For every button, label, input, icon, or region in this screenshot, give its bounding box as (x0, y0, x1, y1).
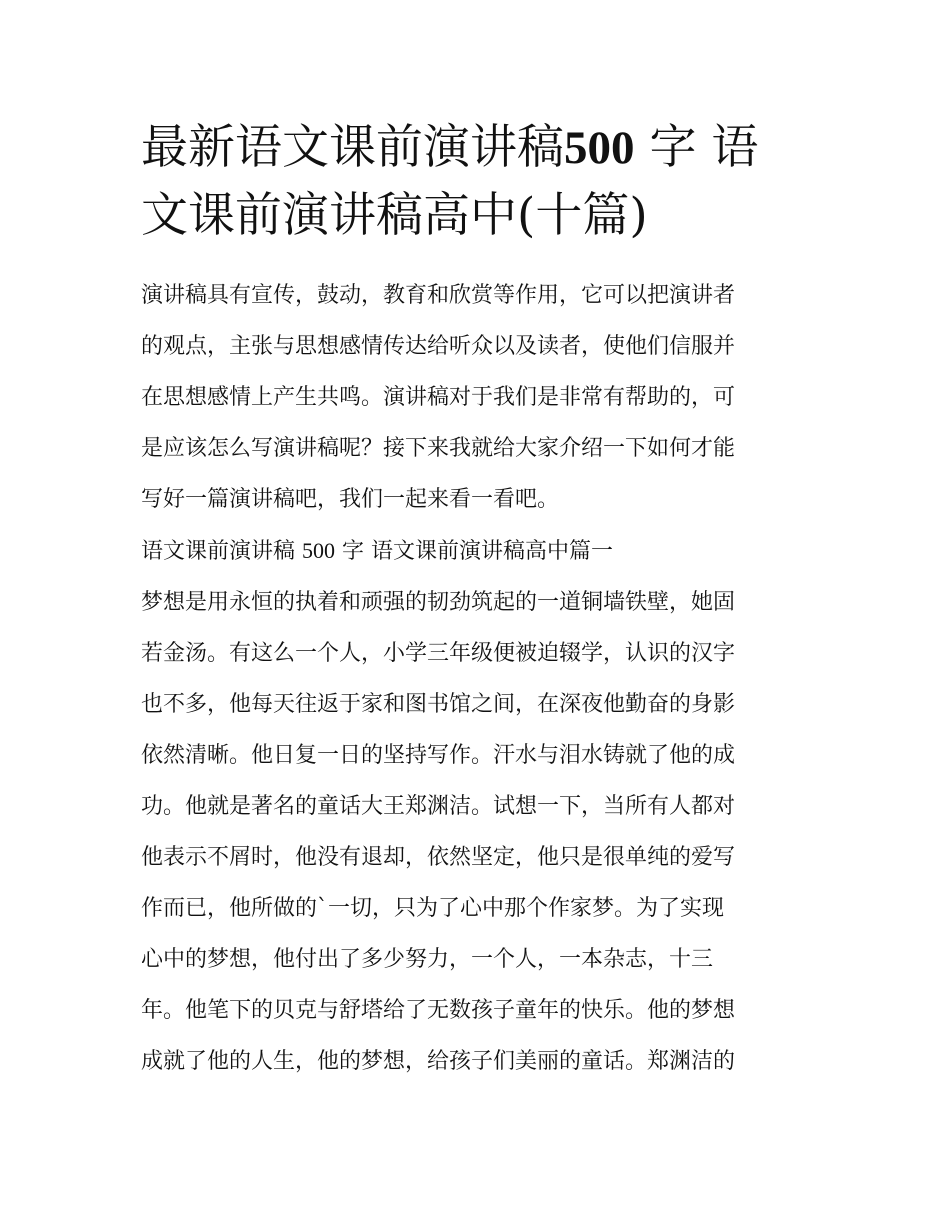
intro-line: 的观点，主张与思想感情传达给听众以及读者，使他们信服并 (141, 334, 736, 359)
intro-line: 是应该怎么写演讲稿呢？接下来我就给大家介绍一下如何才能 (141, 436, 736, 461)
body-line: 他表示不屑时，他没有退却，依然坚定，他只是很单纯的爱写 (141, 845, 736, 870)
intro-paragraph (141, 270, 816, 525)
body-line: 也不多，他每天往返于家和图书馆之间，在深夜他勤奋的身影 (141, 692, 736, 717)
section-heading-suffix: 字 语文课前演讲稿高中篇一 (335, 539, 613, 564)
title-text: 文课前演讲稿高中(十篇) (141, 188, 648, 243)
body-line: 心中的梦想，他付出了多少努力，一个人，一本杂志，十三 (141, 947, 714, 972)
intro-line: 演讲稿具有宣传，鼓动，教育和欣赏等作用，它可以把演讲者 (141, 283, 736, 308)
body-paragraph (141, 577, 816, 1087)
intro-line: 写好一篇演讲稿吧，我们一起来看一看吧。 (141, 487, 560, 512)
body-line: 年。他笔下的贝克与舒塔给了无数孩子童年的快乐。他的梦想 (141, 998, 736, 1023)
body-line: 依然清晰。他日复一日的坚持写作。汗水与泪水铸就了他的成 (141, 743, 736, 768)
title-line-2 (141, 182, 816, 250)
body-line: 若金汤。有这么一个人，小学三年级便被迫辍学，认识的汉字 (141, 641, 736, 666)
section-heading-number: 500 (302, 538, 335, 563)
body-line: 作而已，他所做的`一切，只为了心中那个作家梦。为了实现 (141, 896, 725, 921)
title-text-suffix: 字 语 (634, 120, 759, 175)
section-heading-text: 语文课前演讲稿 (141, 539, 302, 564)
body-line: 功。他就是著名的童话大王郑渊洁。试想一下，当所有人都对 (141, 794, 736, 819)
title-line-1 (141, 114, 816, 182)
document-content (141, 114, 816, 1087)
body-line: 梦想是用永恒的执着和顽强的韧劲筑起的一道铜墙铁壁，她固 (141, 590, 736, 615)
intro-line: 在思想感情上产生共鸣。演讲稿对于我们是非常有帮助的，可 (141, 385, 736, 410)
document-title (141, 114, 816, 250)
body-line: 成就了他的人生，他的梦想，给孩子们美丽的童话。郑渊洁的 (141, 1049, 736, 1074)
title-number: 500 (564, 122, 635, 174)
section-heading (141, 525, 816, 577)
title-text: 最新语文课前演讲稿 (141, 120, 564, 175)
